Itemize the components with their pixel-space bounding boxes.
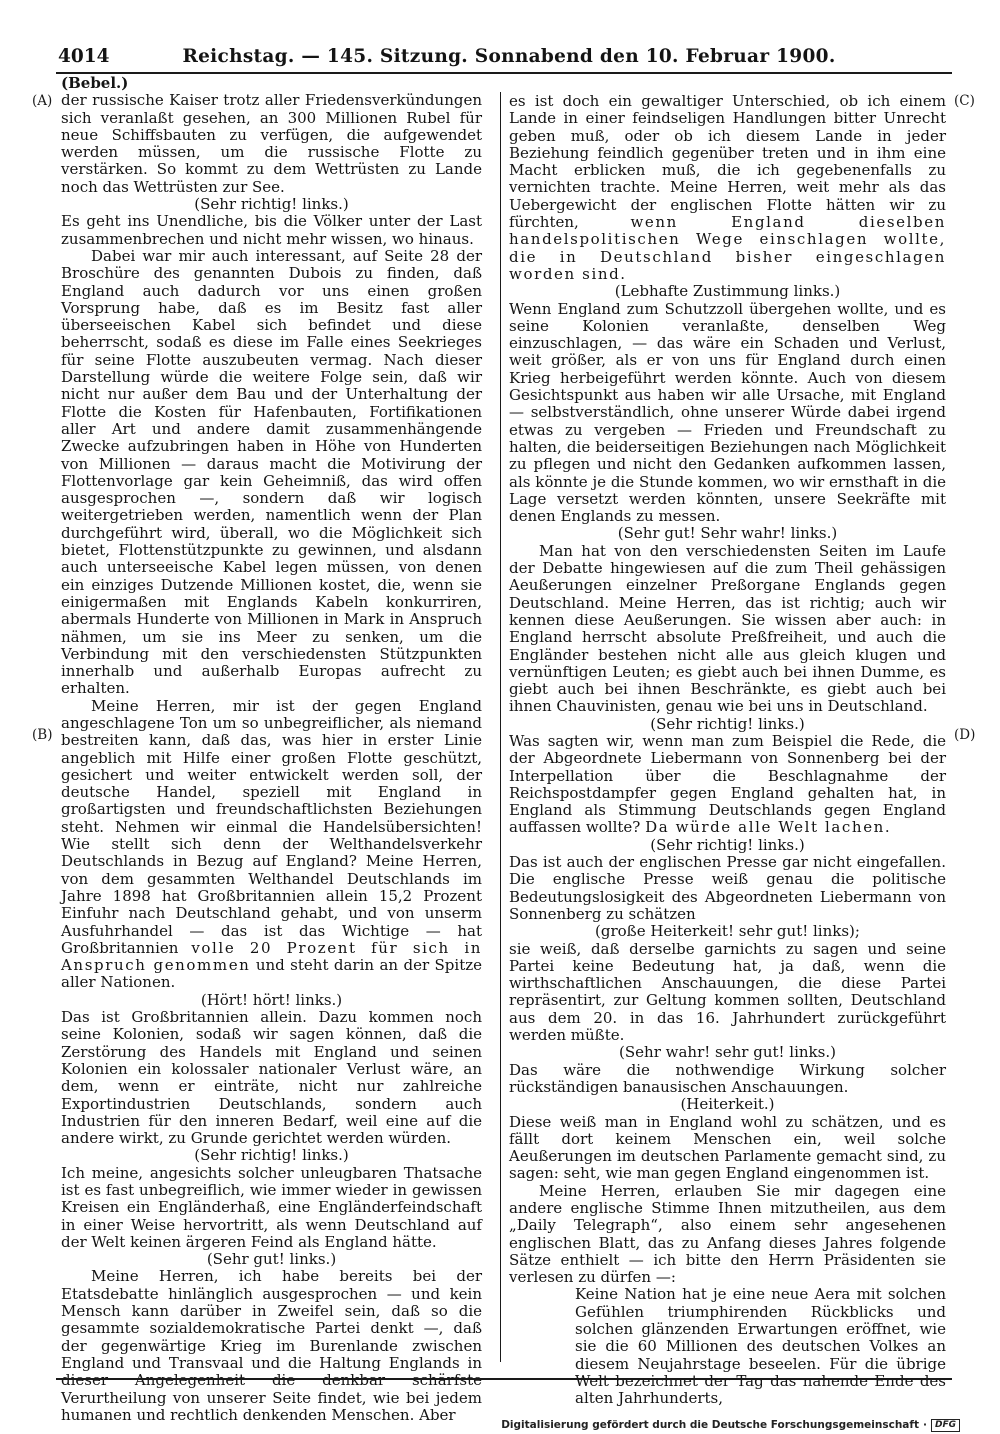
quotation: Keine Nation hat je eine neue Aera mit solchen Gefühlen triumphirenden Rückblicks und solchen glänzenden Erwartungen eröffnet, wie sie die 60 Millionen des deutschen Volkes an diesem Neujahrstage beseelen. Für die übrige Welt bezeichnet der Tag das nahende Ende des alten Jahrhunderts,: [575, 1285, 946, 1408]
interjection: (Sehr richtig! links.): [650, 714, 805, 733]
paragraph: Dabei war mir auch interessant, auf Seite 28 der Broschüre des genannten Dubois zu finden, daß England auch dadurch vor uns einen großen Vorsprung habe, daß es im Besitz fast aller überseeischen Kabel sich befindet und diese beherrscht, sodaß es diese im Falle eines Seekrieges für seine Flotte auszubeuten vermag. Nach dieser Darstellung würde die weitere Folge sein, daß wir nicht nur außer dem Bau und der Unterhaltung der Flotte die Kosten für Hafenbauten, Fortifikationen aller Art und andere damit zusammenhängende Zwecke aufzubringen haben in Höhe von Hunderten von Millionen — daraus macht die Motivirung der Flottenvorlage gar kein Geheimniß, das wird offen ausgesprochen —, sondern daß wir logisch weitergetrieben werden, namentlich wenn der Plan durchgeführt wird, überall, wo die Möglichkeit sich bietet, Flottenstützpunkte zu gewinnen, und alsdann auch unterseeische Kabel legen müssen, von denen ein einziges Dutzende Millionen kostet, die, wenn sie einigermaßen mit Englands Kabeln konkurriren, abermals Hunderte von Millionen in Mark in Anspruch nähmen, um sie ins Meer zu senken, um die Verbindung mit den verschiedensten Stützpunkten innerhalb und außerhalb Europas aufrecht zu erhalten.: [61, 246, 482, 698]
paragraph-text: es ist doch ein gewaltiger Unterschied, ob ich einem Lande in einer feindseligen Handlungen bitter Unrecht geben muß, oder ob ich diesem Lande in jeder Beziehung feindlich gegenüber treten und in ihm eine Macht erblicken muß, die ich gegebenenfalls zu vernichten trachte. Meine Herren, weit mehr als das Uebergewicht der englischen Flotte hätten wir zu fürchten,: [509, 92, 946, 232]
paragraph: Das wäre die nothwendige Wirkung solcher rückständigen banausischen Anschauungen.: [509, 1060, 946, 1096]
paragraph: [509, 93, 946, 283]
margin-marker-a: (A): [32, 93, 53, 109]
paragraph: Wenn England zum Schutzzoll übergehen wollte, und es seine Kolonien veranlaßte, denselben Weg einzuschlagen, — das wäre ein Schaden und Verlust, weit größer, als er von uns für England durch einen Krieg herbeigeführt werden könnte. Auch von diesem Gesichtspunkt aus haben wir alle Ursache, mit England — selbstverständlich, ohne unserer Würde dabei irgend etwas zu vergeben — Frieden und Freundschaft zu halten, die beiderseitigen Beziehungen nach Möglichkeit zu pflegen und nicht den Gedanken aufkommen lassen, als könnte je die Stunde kommen, wo wir ernsthaft in die Lage versetzt werden könnten, unsere Seekräfte mit denen Englands zu messen.: [509, 299, 946, 526]
paragraph: Das ist auch der englischen Presse gar nicht eingefallen. Die englische Presse weiß genau die politische Bedeutungslosigkeit des Abgeordneten Liebermann von Sonnenberg zu schätzen: [509, 853, 946, 923]
paragraph: Man hat von den verschiedensten Seiten im Laufe der Debatte hingewiesen auf die zum Theil gehässigen Aeußerungen einzelner Preßorgane Englands gegen Deutschland. Meine Herren, das ist richtig; auch wir kennen diese Aeußerungen. Sie wissen aber auch: in England herrscht absolute Preßfreiheit, und auch die Engländer bestehen nicht alle aus gleich klugen und vernünftigen Leuten; es giebt auch bei ihnen Dumme, es giebt auch bei ihnen Beschränkte, es giebt auch bei ihnen Chauvinisten, genau wie bei uns in Deutschland.: [509, 541, 946, 716]
paragraph: Diese weiß man in England wohl zu schätzen, und es fällt dort keinem Menschen ein, weil solche Aeußerungen im deutschen Parlamente gemacht sind, zu sagen: seht, wie man gegen England eingenommen ist.: [509, 1112, 946, 1183]
paragraph: Ich meine, angesichts solcher unleugbaren Thatsache ist es fast unbegreiflich, wie immer wieder in gewissen Kreisen ein Engländerhaß, eine Engländerfeindschaft in einer Weise hervortritt, als wenn Deutschland auf der Welt keinen ärgeren Feind als England hätte.: [61, 1163, 482, 1251]
header-rule: [56, 72, 952, 74]
left-column: [61, 75, 482, 1424]
funding-text: Digitalisierung gefördert durch die Deutsche Forschungsgemeinschaft: [501, 1419, 919, 1431]
paragraph: der russische Kaiser trotz aller Friedensverkündungen sich veranlaßt gesehen, an 300 Millionen Rubel für neue Schiffsbauten zu verfügen, die aufgewendet werden müssen, um die russische Flotte zu verstärken. So kommt zu dem Wettrüsten zu Lande noch das Wettrüsten zur See.: [61, 91, 482, 196]
page-number: 4014: [58, 46, 110, 67]
interjection: (große Heiterkeit! sehr gut! links);: [595, 922, 860, 941]
paragraph: Das ist Großbritannien allein. Dazu kommen noch seine Kolonien, sodaß wir sagen können, daß die Zerstörung des Handels mit England und seinen Kolonien ein kolossaler nationaler Verlust wäre, an dem, wenn er einträte, nicht nur zahlreiche Exportindustrien Deutschlands, sondern auch Industrien für den inneren Bedarf, weil eine auf die andere wirkt, zu Grunde gerichtet werden würden.: [61, 1008, 482, 1148]
interjection: (Heiterkeit.): [680, 1095, 775, 1114]
paragraph: Es geht ins Unendliche, bis die Völker unter der Last zusammenbrechen und nicht mehr wissen, wo hinaus.: [61, 212, 482, 248]
page-title: Reichstag. — 145. Sitzung. Sonnabend den 10. Februar 1900.: [182, 46, 836, 67]
paragraph-text: Was sagten wir, wenn man zum Beispiel die Rede, die der Abgeordnete Liebermann von Sonnenberg bei der Interpellation über die Beschlagnahme der Reichspostdampfer gegen England gehalten hat, in England als Stimmung Deutschlands gegen England auffassen wollte?: [509, 731, 946, 837]
margin-marker-c: (C): [954, 93, 975, 109]
paragraph-text: und steht darin an der Spitze aller Nationen.: [61, 956, 483, 992]
emphasized-text: volle 20 Prozent für sich in Anspruch genommen: [61, 938, 482, 975]
page-header: [58, 46, 960, 70]
margin-marker-b: (B): [32, 727, 53, 743]
interjection: (Sehr richtig! links.): [194, 1146, 349, 1165]
paragraph: [61, 698, 482, 992]
separator-dot: ·: [922, 1419, 927, 1431]
interjection: (Sehr gut! Sehr wahr! links.): [617, 524, 838, 543]
emphasized-text: Da würde alle Welt lachen.: [645, 818, 892, 837]
paragraph: Meine Herren, ich habe bereits bei der Etatsdebatte hinlänglich ausgesprochen — und kein Mensch kann darüber in Zweifel sein, daß so die gesammte sozialdemokratische Partei denkt —, daß der gegenwärtige Krieg im Burenlande zwischen England und Transvaal und die Haltung Englands in dieser Angelegenheit die denkbar schärfste Verurtheilung von unserer Seite findet, wie bei jedem humanen und rechtlich denkenden Menschen. Aber: [61, 1267, 482, 1424]
column-divider: [500, 92, 501, 1362]
emphasized-text: wenn England dieselben handelspolitischen Wege einschlagen wollte, die in Deutschland bisher eingeschlagen worden sind.: [509, 213, 946, 283]
speaker-label: (Bebel.): [61, 74, 129, 92]
right-column: [509, 93, 946, 1408]
interjection: (Sehr gut! links.): [206, 1250, 337, 1269]
paragraph-text: Meine Herren, mir ist der gegen England angeschlagene Ton um so unbegreiflicher, als niemand bestreiten kann, daß das, was hier in erster Linie angeblich mit Hilfe einer großen Flotte geschützt, gesichert und weiter entwickelt werden soll, der deutsche Handel, speziell mit England in großartigsten und freundschaftlichsten Beziehungen steht. Nehmen wir einmal die Handelsübersichten! Wie stellt sich denn der Welthandelsverkehr Deutschlands in Bezug auf England? Meine Herren, von dem gesammten Welthandel Deutschlands im Jahre 1898 hat Großbritannien allein 15,2 Prozent Einfuhr nach Deutschland gehabt, und von unserm Ausfuhrhandel — das ist das Wichtige — hat Großbritannien: [61, 696, 482, 957]
interjection: (Sehr richtig! links.): [650, 835, 805, 854]
paragraph: [509, 733, 946, 837]
interjection: (Lebhafte Zustimmung links.): [614, 282, 841, 301]
paragraph: Meine Herren, erlauben Sie mir dagegen eine andere englische Stimme Ihnen mitzutheilen, aus dem „Daily Telegraph“, also einem sehr angesehenen englischen Blatt, das zu Anfang dieses Jahres folgende Sätze enthielt — ich bitte den Herrn Präsidenten sie verlesen zu dürfen —:: [509, 1181, 946, 1287]
margin-marker-d: (D): [954, 727, 976, 743]
interjection: (Hört! hört! links.): [200, 990, 343, 1009]
funding-note: [501, 1418, 960, 1432]
paragraph: sie weiß, daß derselbe garnichts zu sagen und seine Partei keine Bedeutung hat, ja daß, wenn die wirthschaftlichen Anschauungen, die diese Partei repräsentirt, zur Geltung kommen sollten, Deutschland aus dem 20. in das 16. Jahrhundert zurückgeführt werden müßte.: [509, 939, 946, 1045]
footer-rule: [56, 1378, 952, 1380]
dfg-logo: DFG: [931, 1419, 960, 1432]
interjection: (Sehr richtig! links.): [194, 195, 349, 214]
interjection: (Sehr wahr! sehr gut! links.): [619, 1043, 836, 1062]
